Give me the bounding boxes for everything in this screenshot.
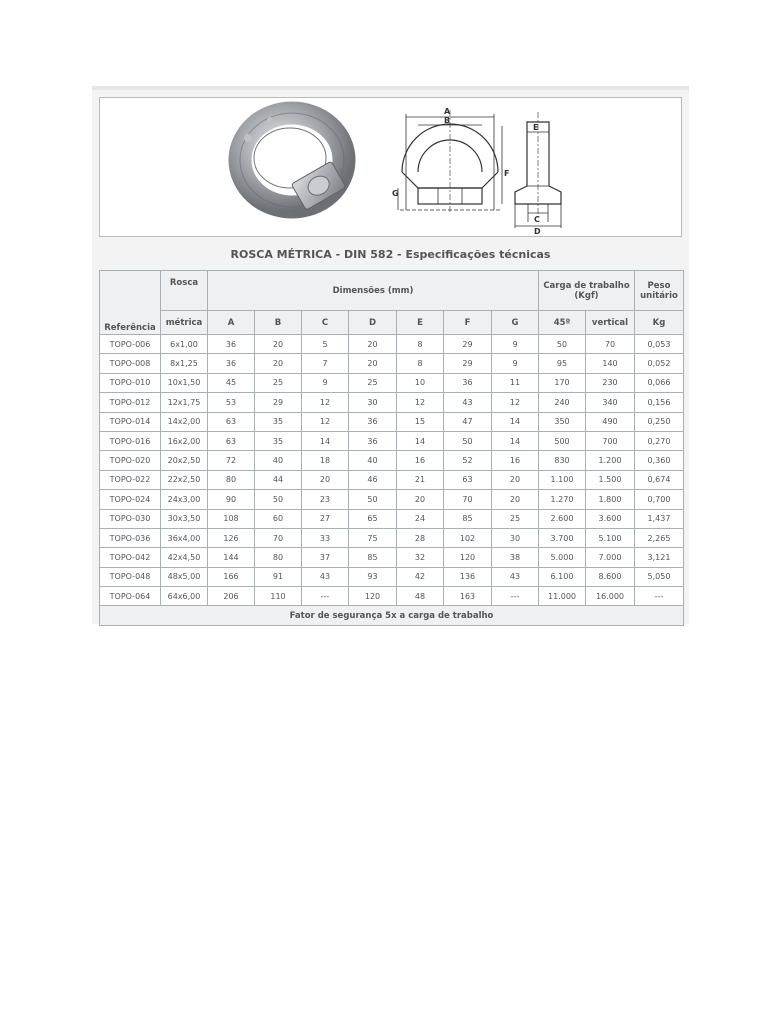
table-cell: 95	[539, 354, 586, 373]
table-cell: 43	[492, 567, 539, 586]
table-cell: 20x2,50	[161, 451, 208, 470]
table-cell: 16.000	[586, 587, 635, 606]
table-cell: 9	[492, 335, 539, 354]
table-cell: 108	[208, 509, 255, 528]
table-cell: 20	[302, 470, 349, 489]
table-cell: 700	[586, 431, 635, 450]
table-cell: 30	[492, 528, 539, 547]
table-cell: 24x3,00	[161, 490, 208, 509]
table-cell: 166	[208, 567, 255, 586]
table-cell: 45	[208, 373, 255, 392]
table-cell: 36	[208, 335, 255, 354]
table-cell: 10	[397, 373, 444, 392]
table-cell: 29	[444, 335, 492, 354]
table-cell: 7.000	[586, 548, 635, 567]
table-cell: 35	[255, 431, 302, 450]
table-cell: 25	[492, 509, 539, 528]
table-cell: 75	[349, 528, 397, 547]
table-cell: 6.100	[539, 567, 586, 586]
table-cell: 12	[302, 393, 349, 412]
header-peso: Peso unitário	[635, 271, 684, 311]
table-cell: 0,053	[635, 335, 684, 354]
header-carga: Carga de trabalho (Kgf)	[539, 271, 635, 311]
table-cell: 18	[302, 451, 349, 470]
front-view-drawing	[398, 110, 502, 214]
table-cell: TOPO-024	[100, 490, 161, 509]
table-cell: 120	[349, 587, 397, 606]
table-cell: 490	[586, 412, 635, 431]
header-metrica: métrica	[161, 311, 208, 335]
table-cell: TOPO-014	[100, 412, 161, 431]
table-cell: 20	[492, 490, 539, 509]
table-cell: 80	[208, 470, 255, 489]
table-row	[100, 431, 684, 450]
table-cell: 2,265	[635, 528, 684, 547]
table-row	[100, 393, 684, 412]
table-body	[100, 335, 684, 606]
table-cell: 52	[444, 451, 492, 470]
eye-nut-photo	[240, 113, 346, 210]
table-cell: 102	[444, 528, 492, 547]
table-cell: TOPO-064	[100, 587, 161, 606]
table-cell: TOPO-016	[100, 431, 161, 450]
header-referencia: Referência	[100, 271, 161, 335]
table-cell: 36	[349, 431, 397, 450]
header-dim-e: E	[397, 311, 444, 335]
table-cell: 63	[208, 431, 255, 450]
table-row	[100, 451, 684, 470]
table-cell: 48x5,00	[161, 567, 208, 586]
table-cell: 1,437	[635, 509, 684, 528]
table-row	[100, 373, 684, 392]
table-cell: 10x1,50	[161, 373, 208, 392]
table-cell: 8	[397, 354, 444, 373]
table-cell: 72	[208, 451, 255, 470]
table-cell: TOPO-006	[100, 335, 161, 354]
table-cell: 63	[208, 412, 255, 431]
table-cell: 7	[302, 354, 349, 373]
table-cell: 70	[255, 528, 302, 547]
table-cell: 50	[255, 490, 302, 509]
figure-panel	[99, 97, 682, 237]
table-cell: 5.000	[539, 548, 586, 567]
table-row	[100, 509, 684, 528]
table-cell: 85	[349, 548, 397, 567]
table-cell: TOPO-008	[100, 354, 161, 373]
table-cell: 14x2,00	[161, 412, 208, 431]
table-cell: ---	[302, 587, 349, 606]
dim-label-c: C	[534, 215, 540, 224]
table-cell: 14	[302, 431, 349, 450]
table-cell: 24	[397, 509, 444, 528]
table-cell: 0,360	[635, 451, 684, 470]
specifications-table	[99, 270, 684, 626]
header-carga-45: 45º	[539, 311, 586, 335]
table-cell: 11	[492, 373, 539, 392]
table-cell: 60	[255, 509, 302, 528]
table-cell: 43	[444, 393, 492, 412]
table-footer-note: Fator de segurança 5x a carga de trabalho	[100, 606, 684, 626]
table-cell: 23	[302, 490, 349, 509]
table-cell: 42	[397, 567, 444, 586]
table-cell: 15	[397, 412, 444, 431]
header-dim-d: D	[349, 311, 397, 335]
table-cell: 46	[349, 470, 397, 489]
table-row	[100, 335, 684, 354]
table-cell: 47	[444, 412, 492, 431]
table-cell: 33	[302, 528, 349, 547]
header-dim-g: G	[492, 311, 539, 335]
table-cell: 36x4,00	[161, 528, 208, 547]
header-dim-a: A	[208, 311, 255, 335]
table-cell: 240	[539, 393, 586, 412]
table-row	[100, 567, 684, 586]
table-cell: 500	[539, 431, 586, 450]
header-dim-b: B	[255, 311, 302, 335]
table-cell: 1.100	[539, 470, 586, 489]
table-cell: 91	[255, 567, 302, 586]
table-cell: 110	[255, 587, 302, 606]
table-cell: 14	[492, 431, 539, 450]
table-cell: 44	[255, 470, 302, 489]
table-cell: 170	[539, 373, 586, 392]
table-cell: 5,050	[635, 567, 684, 586]
table-cell: 35	[255, 412, 302, 431]
dim-label-b: B	[444, 116, 451, 125]
table-cell: 70	[444, 490, 492, 509]
table-cell: 136	[444, 567, 492, 586]
table-cell: 206	[208, 587, 255, 606]
table-cell: 36	[208, 354, 255, 373]
table-cell: TOPO-012	[100, 393, 161, 412]
table-cell: 20	[492, 470, 539, 489]
table-cell: 29	[255, 393, 302, 412]
dim-label-a: A	[444, 107, 451, 116]
table-cell: 25	[349, 373, 397, 392]
table-cell: 36	[349, 412, 397, 431]
table-cell: 0,674	[635, 470, 684, 489]
table-cell: 8x1,25	[161, 354, 208, 373]
table-cell: 42x4,50	[161, 548, 208, 567]
table-cell: 8	[397, 335, 444, 354]
table-cell: 53	[208, 393, 255, 412]
table-cell: 90	[208, 490, 255, 509]
dim-label-g: G	[392, 189, 399, 198]
table-cell: 1.500	[586, 470, 635, 489]
table-cell: 9	[492, 354, 539, 373]
table-cell: 80	[255, 548, 302, 567]
table-cell: 14	[397, 431, 444, 450]
table-cell: 16x2,00	[161, 431, 208, 450]
table-row	[100, 528, 684, 547]
dim-label-f: F	[504, 169, 510, 178]
table-cell: TOPO-042	[100, 548, 161, 567]
table-cell: 50	[539, 335, 586, 354]
table-cell: 8.600	[586, 567, 635, 586]
table-cell: TOPO-022	[100, 470, 161, 489]
table-cell: 0,270	[635, 431, 684, 450]
page-title: ROSCA MÉTRICA - DIN 582 - Especificações técnicas	[230, 248, 551, 261]
table-cell: 63	[444, 470, 492, 489]
table-cell: 12	[397, 393, 444, 412]
table-cell: TOPO-020	[100, 451, 161, 470]
table-cell: 3.600	[586, 509, 635, 528]
table-cell: TOPO-048	[100, 567, 161, 586]
table-cell: 27	[302, 509, 349, 528]
table-row	[100, 587, 684, 606]
table-cell: 0,700	[635, 490, 684, 509]
dim-label-e: E	[533, 123, 539, 132]
table-cell: 0,066	[635, 373, 684, 392]
header-dimensoes: Dimensões (mm)	[208, 271, 539, 311]
table-row	[100, 412, 684, 431]
table-cell: 0,250	[635, 412, 684, 431]
table-row	[100, 354, 684, 373]
table-cell: 0,156	[635, 393, 684, 412]
table-cell: 38	[492, 548, 539, 567]
table-cell: 85	[444, 509, 492, 528]
table-cell: 21	[397, 470, 444, 489]
table-cell: 12x1,75	[161, 393, 208, 412]
table-cell: TOPO-010	[100, 373, 161, 392]
table-cell: 32	[397, 548, 444, 567]
spec-sheet	[92, 86, 689, 624]
product-figure	[100, 98, 681, 236]
header-dim-c: C	[302, 311, 349, 335]
table-cell: 20	[349, 335, 397, 354]
table-cell: 50	[444, 431, 492, 450]
table-cell: 20	[255, 354, 302, 373]
table-cell: 48	[397, 587, 444, 606]
table-cell: 3.700	[539, 528, 586, 547]
table-cell: 30	[349, 393, 397, 412]
table-cell: 65	[349, 509, 397, 528]
table-row	[100, 490, 684, 509]
table-row	[100, 548, 684, 567]
table-cell: 28	[397, 528, 444, 547]
table-cell: 16	[397, 451, 444, 470]
table-cell: 40	[255, 451, 302, 470]
table-cell: 340	[586, 393, 635, 412]
table-cell: 36	[444, 373, 492, 392]
dim-label-d: D	[534, 227, 541, 236]
table-cell: 5.100	[586, 528, 635, 547]
header-carga-vertical: vertical	[586, 311, 635, 335]
table-cell: 25	[255, 373, 302, 392]
table-cell: 43	[302, 567, 349, 586]
table-cell: ---	[492, 587, 539, 606]
table-cell: 37	[302, 548, 349, 567]
table-cell: 140	[586, 354, 635, 373]
table-cell: 230	[586, 373, 635, 392]
table-cell: 14	[492, 412, 539, 431]
table-cell: 126	[208, 528, 255, 547]
table-cell: 6x1,00	[161, 335, 208, 354]
table-cell: 1.800	[586, 490, 635, 509]
table-row	[100, 470, 684, 489]
table-cell: 2.600	[539, 509, 586, 528]
table-cell: 350	[539, 412, 586, 431]
table-cell: 40	[349, 451, 397, 470]
table-cell: 22x2,50	[161, 470, 208, 489]
table-cell: 163	[444, 587, 492, 606]
table-cell: 20	[397, 490, 444, 509]
table-cell: TOPO-030	[100, 509, 161, 528]
table-cell: 29	[444, 354, 492, 373]
table-cell: 20	[255, 335, 302, 354]
header-rosca: Rosca	[161, 271, 208, 311]
table-cell: 20	[349, 354, 397, 373]
table-cell: 93	[349, 567, 397, 586]
table-cell: TOPO-036	[100, 528, 161, 547]
table-cell: 120	[444, 548, 492, 567]
table-cell: 5	[302, 335, 349, 354]
table-cell: 50	[349, 490, 397, 509]
table-cell: 64x6,00	[161, 587, 208, 606]
table-cell: 11.000	[539, 587, 586, 606]
table-cell: 12	[492, 393, 539, 412]
table-cell: 1.200	[586, 451, 635, 470]
header-peso-kg: Kg	[635, 311, 684, 335]
table-cell: 16	[492, 451, 539, 470]
table-cell: 1.270	[539, 490, 586, 509]
table-cell: 12	[302, 412, 349, 431]
table-cell: 3,121	[635, 548, 684, 567]
table-cell: 830	[539, 451, 586, 470]
table-cell: 144	[208, 548, 255, 567]
table-cell: 30x3,50	[161, 509, 208, 528]
table-cell: 70	[586, 335, 635, 354]
table-cell: 9	[302, 373, 349, 392]
header-dim-f: F	[444, 311, 492, 335]
table-cell: 0,052	[635, 354, 684, 373]
table-cell: ---	[635, 587, 684, 606]
